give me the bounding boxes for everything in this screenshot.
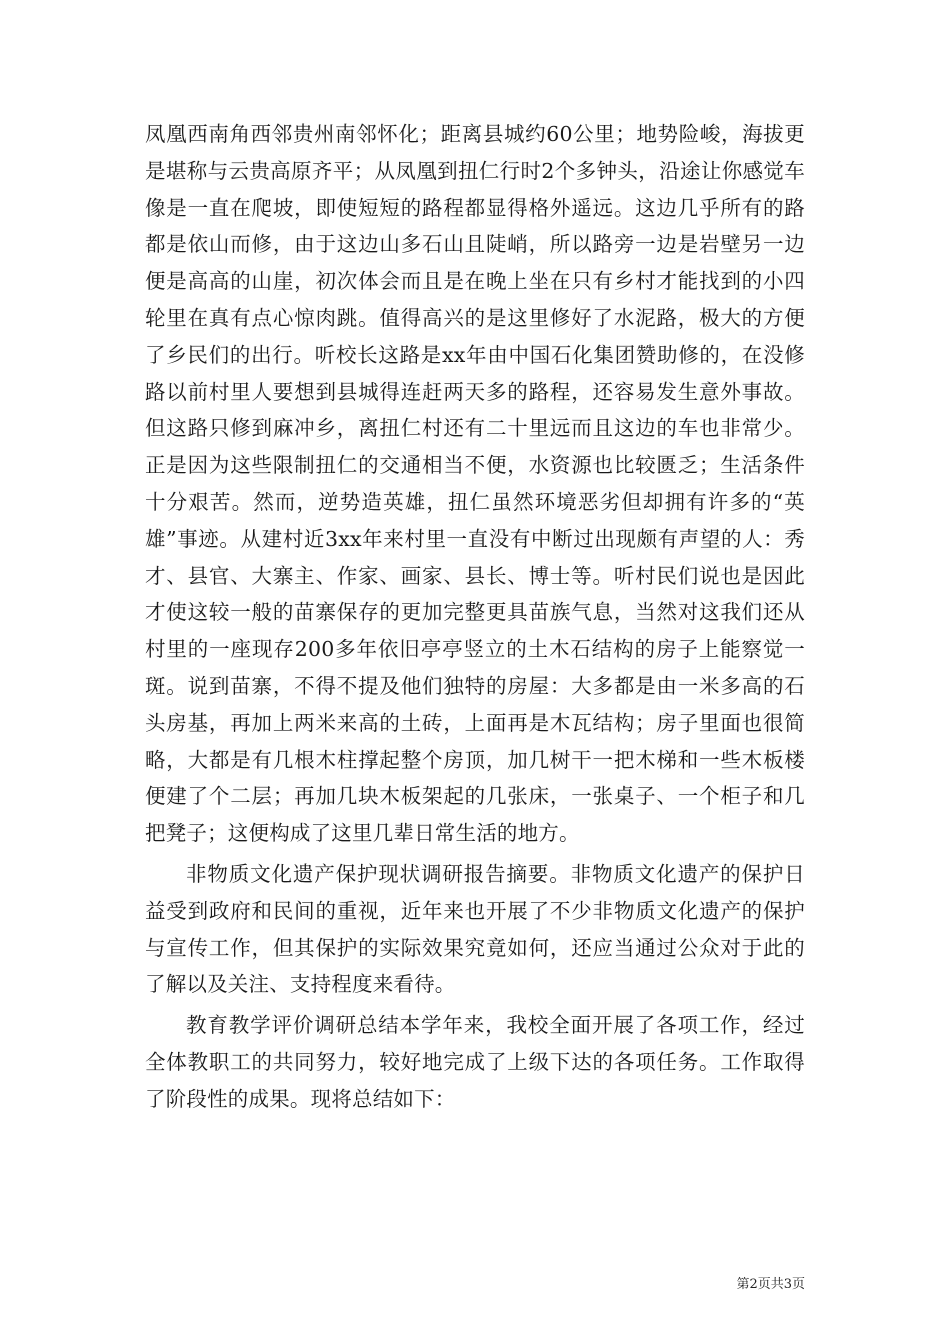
paragraph-intangible-heritage: 非物质文化遗产保护现状调研报告摘要。非物质文化遗产的保护日益受到政府和民间的重视，近年来也开展了不少非物质文化遗产的保护与宣传工作，但其保护的实际效果究竟如何，还应当通过公众对于此的了解以及关注、支持程度来看待。 [145, 861, 805, 997]
paragraph-teaching-evaluation: 教育教学评价调研总结本学年来，我校全面开展了各项工作，经过全体教职工的共同努力，较好地完成了上级下达的各项任务。工作取得了阶段性的成果。现将总结如下： [145, 1013, 805, 1111]
page-number: 第2页共3页 [736, 1277, 805, 1292]
document-body [145, 116, 805, 1118]
paragraph-road-and-village: 凤凰西南角西邻贵州南邻怀化；距离县城约60公里；地势险峻，海拔更是堪称与云贵高原齐平；从凤凰到扭仁行时2个多钟头，沿途让你感觉车像是一直在爬坡，即使短短的路程都显得格外遥远。这边几乎所有的路都是依山而修，由于这边山多石山且陡峭，所以路旁一边是岩壁另一边便是高高的山崖，初次体会而且是在晚上坐在只有乡村才能找到的小四轮里在真有点心惊肉跳。值得高兴的是这里修好了水泥路，极大的方便了乡民们的出行。听校长这路是xx年由中国石化集团赞助修的，在没修路以前村里人要想到县城得连赶两天多的路程，还容易发生意外事故。但这路只修到麻冲乡，离扭仁村还有二十里远而且这边的车也非常少。正是因为这些限制扭仁的交通相当不便，水资源也比较匮乏；生活条件十分艰苦。然而，逆势造英雄，扭仁虽然环境恶劣但却拥有许多的“英雄”事迹。从建村近3xx年来村里一直没有中断过出现颇有声望的人：秀才、县官、大寨主、作家、画家、县长、博士等。听村民们说也是因此才使这较一般的苗寨保存的更加完整更具苗族气息，当然对这我们还从村里的一座现存200多年依旧亭亭竖立的土木石结构的房子上能察觉一斑。说到苗寨，不得不提及他们独特的房屋：大多都是由一米多高的石头房基，再加上两米来高的土砖，上面再是木瓦结构；房子里面也很简略，大都是有几根木柱撑起整个房顶，加几树干一把木梯和一些木板楼便建了个二层；再加几块木板架起的几张床，一张桌子、一个柜子和几把凳子；这便构成了这里几辈日常生活的地方。 [145, 122, 805, 846]
